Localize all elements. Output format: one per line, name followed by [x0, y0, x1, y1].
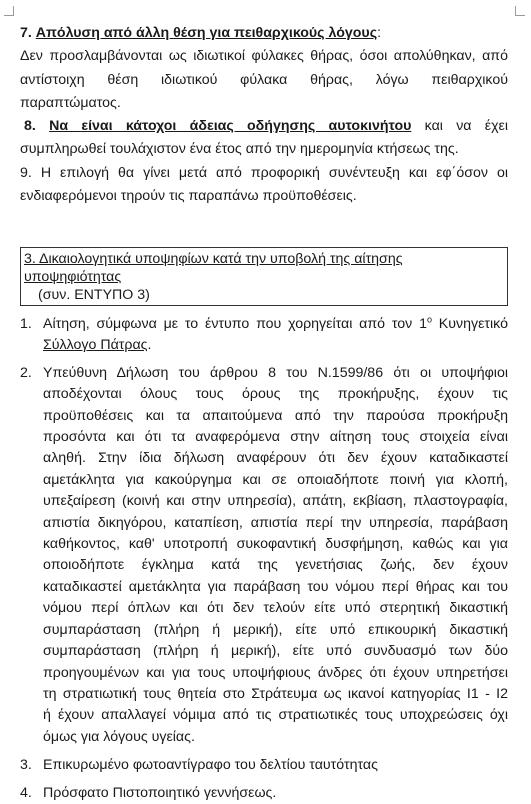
documents-section-box [20, 247, 508, 306]
list-item-line [43, 335, 508, 356]
list-item-text: Πρόσφατο Πιστοποιητικό γεννήσεως. [43, 784, 277, 801]
list-item-line: απιστία δικηγόρου, καταπίεση, απιστία περί την υπηρεσία, παράβαση [43, 514, 508, 531]
list-item [20, 314, 508, 357]
list-item-line: Υπεύθυνη Δήλωση του άρθρου 8 του Ν.1599/86 ότι οι υποψήφιοι [43, 364, 508, 381]
section-8-line-2: συμπληρωθεί τουλάχιστον ένα έτος από την ημερομηνία κτήσεως της. [20, 141, 459, 158]
section-8 [20, 115, 508, 162]
item-1-organization: Σύλλογο Πάτρας [43, 337, 148, 354]
list-item-line: συμπαράσταση (πλήρη ή μερική), είτε υπό συνδυασμό των δύο [43, 643, 508, 660]
text-line: παραπτώματος. [20, 94, 121, 111]
documents-list [20, 314, 508, 804]
section-7-colon: : [377, 25, 382, 41]
page-corner-mark-left [4, 6, 14, 16]
text-line: Δεν προσλαμβάνονται ως ιδιωτικοί φύλακες θήρας, όσοι απολύθηκαν, από [20, 48, 508, 65]
box-title-line-2: υποψηφιότητας [24, 268, 122, 285]
section-7-number: 7. [20, 25, 32, 41]
document-body [20, 22, 508, 208]
list-item [20, 783, 508, 804]
list-item-line: νόμου περί όπλων και ότι δεν τελούν είτε υπό στερητική δικαστική [43, 600, 508, 617]
list-item-number: 2. [20, 364, 32, 381]
text-line: ενδιαφερόμενοι τηρούν τις παραπάνω προϋποθέσεις. [20, 188, 357, 205]
list-item-line: αμετάκλητα για κακούργημα και σε οποιαδήποτε ποινή για κλοπή, [43, 471, 508, 488]
box-form-reference: (συν. ΕΝΤΥΠΟ 3) [38, 286, 150, 303]
text-line: 9. Η επιλογή θα γίνει μετά από προφορική συνέντευξη και εφ΄όσον οι [20, 164, 508, 181]
list-item-line: τη στρατιωτική τους θητεία στο Στράτευμα ως ικανοί κατηγορίας Ι1 - Ι2 [43, 685, 508, 702]
list-item-number: 4. [20, 784, 32, 801]
text-line: αντίστοιχη θέση ιδιωτικού φύλακα θήρας, λόγω πειθαρχικού [20, 71, 508, 88]
list-item-line: υπεξαίρεση (κοινή και στην υπηρεσία), απάτη, εκβίαση, πλαστογραφία, [43, 493, 508, 510]
list-item-line: προηγουμένων και για τους υποψήφιους άνδρες ότι έχουν υπηρετήσει [43, 664, 508, 681]
list-item-number: 1. [20, 316, 32, 332]
list-item-line: όμως για λόγους υγείας. [43, 728, 195, 745]
section-9 [20, 162, 508, 209]
list-item-line: προσόντα και ότι τα αναφερόμενα στην αίτηση τους στοιχεία είναι [43, 429, 508, 446]
section-7-heading [20, 22, 508, 45]
section-7-text [20, 45, 508, 115]
page-corner-mark-right [515, 6, 525, 16]
list-item-line: προϋποθέσεις και τα απαιτούμενα από την παρούσα προκήρυξη [43, 407, 508, 424]
list-item-line: ή έχουν απαλλαγεί νόμιμα από τις στρατιωτικές τους υποχρεώσεις όχι [43, 707, 508, 724]
item-1-text-b: Κυνηγετικό [431, 316, 508, 332]
section-8-line-1 [20, 115, 508, 138]
list-item-line [43, 314, 508, 335]
item-1-text-a: Αίτηση, σύμφωνα με το έντυπο που χορηγείται από τον 1 [43, 316, 427, 332]
item-2-text [43, 363, 508, 748]
item-1-superscript: ο [426, 314, 432, 325]
list-item-line: καθήκοντος, καθ' υποτροπή συκοφαντική δυσφήμηση, καθώς και για [43, 536, 508, 553]
list-item-line: συμπαράσταση (πλήρη ή μερική), είτε υπό επικουρική δικαστική [43, 621, 508, 638]
list-item [20, 755, 508, 776]
list-item-line: οποιοδήποτε έγκλημα κατά της γενετήσιας ζωής, δεν έχουν [43, 557, 508, 574]
list-item-line: αποδέχονται όλους τους όρους της προκήρυξης, έχουν τις [43, 386, 508, 403]
list-item [20, 363, 508, 748]
box-title-line-1: 3. Δικαιολογητικά υποψηφίων κατά την υποβολή της αίτησης [24, 251, 403, 267]
list-item-line: καταδικαστεί αμετάκλητα για παράβαση του νόμου περί θήρας και του [43, 578, 508, 595]
list-item-text: Επικυρωμένο φωτοαντίγραφο του δελτίου ταυτότητας [43, 757, 378, 774]
list-item-number: 3. [20, 757, 32, 774]
section-8-line-1-rest: και να έχει [424, 118, 509, 135]
item-1-period: . [147, 337, 152, 354]
list-item-line: αληθή. Στην ίδια δήλωση αναφέρουν ότι δεν έχουν καταδικαστεί [43, 450, 508, 467]
section-8-number: 8. [24, 118, 36, 135]
section-7-title: Απόλυση από άλλη θέση για πειθαρχικούς λόγους [35, 25, 378, 41]
section-8-title: Να είναι κάτοχοι άδειας οδήγησης αυτοκινήτου [49, 118, 412, 135]
